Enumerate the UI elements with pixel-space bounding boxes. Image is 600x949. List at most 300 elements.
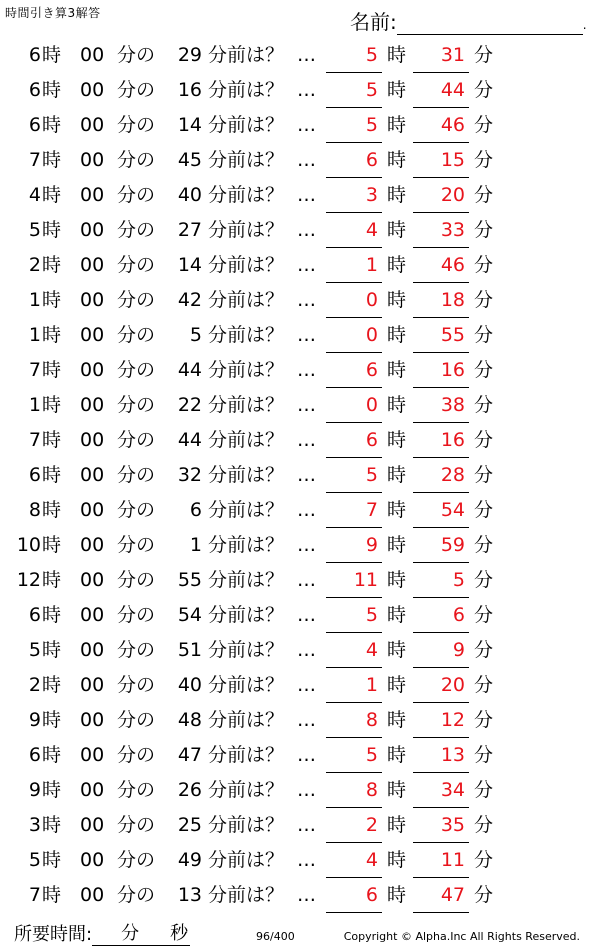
problem-subtract-min: 45 — [177, 149, 202, 171]
answer-minute: 54 — [440, 499, 465, 521]
hour-label: 時 — [42, 744, 62, 766]
answer-hour-label: 時 — [387, 324, 407, 346]
ellipsis: … — [297, 534, 316, 556]
answer-hour: 6 — [365, 149, 378, 171]
problem-row — [0, 843, 600, 878]
minute-no-label: 分の — [117, 219, 156, 241]
mae-wa-label: 分前は？ — [208, 569, 285, 591]
problem-start-minute: 00 — [80, 814, 105, 836]
problem-start-minute: 00 — [80, 114, 105, 136]
problem-start-minute: 00 — [80, 44, 105, 66]
answer-minute-label: 分 — [474, 184, 494, 206]
mae-wa-label: 分前は？ — [208, 779, 285, 801]
answer-minute-label: 分 — [474, 639, 494, 661]
answer-minute: 16 — [440, 429, 465, 451]
problem-row — [0, 703, 600, 738]
name-dot: . — [582, 18, 587, 32]
problem-start-hour: 4 — [28, 184, 41, 206]
minute-no-label: 分の — [117, 324, 156, 346]
problem-start-hour: 7 — [28, 359, 41, 381]
hour-label: 時 — [42, 394, 62, 416]
answer-hour: 1 — [365, 254, 378, 276]
problem-subtract-min: 40 — [177, 674, 202, 696]
answer-minute-label: 分 — [474, 44, 494, 66]
minute-no-label: 分の — [117, 849, 156, 871]
problem-row — [0, 73, 600, 108]
problem-start-hour: 5 — [28, 849, 41, 871]
answer-minute-label: 分 — [474, 289, 494, 311]
minute-no-label: 分の — [117, 534, 156, 556]
problem-start-minute: 00 — [80, 674, 105, 696]
problem-subtract-min: 14 — [177, 254, 202, 276]
ellipsis: … — [297, 254, 316, 276]
ellipsis: … — [297, 464, 316, 486]
ellipsis: … — [297, 604, 316, 626]
problem-start-minute: 00 — [80, 464, 105, 486]
answer-hour: 6 — [365, 359, 378, 381]
problem-start-hour: 5 — [28, 639, 41, 661]
hour-label: 時 — [42, 219, 62, 241]
problem-row — [0, 178, 600, 213]
problem-row — [0, 668, 600, 703]
answer-hour: 4 — [365, 849, 378, 871]
name-label: 名前: — [350, 10, 397, 34]
time-taken-field — [14, 920, 190, 946]
problem-start-minute: 00 — [80, 184, 105, 206]
problem-start-hour: 1 — [28, 394, 41, 416]
answer-minute: 18 — [440, 289, 465, 311]
answer-hour: 1 — [365, 674, 378, 696]
problem-start-minute: 00 — [80, 254, 105, 276]
answer-hour: 5 — [365, 79, 378, 101]
hour-label: 時 — [42, 534, 62, 556]
problem-start-minute: 00 — [80, 744, 105, 766]
mae-wa-label: 分前は？ — [208, 184, 285, 206]
answer-minute-label: 分 — [474, 709, 494, 731]
problem-subtract-min: 32 — [177, 464, 202, 486]
answer-hour: 5 — [365, 744, 378, 766]
minute-no-label: 分の — [117, 464, 156, 486]
problem-start-minute: 00 — [80, 534, 105, 556]
answer-hour: 7 — [365, 499, 378, 521]
problem-start-hour: 1 — [28, 289, 41, 311]
problem-start-minute: 00 — [80, 709, 105, 731]
problem-subtract-min: 1 — [189, 534, 202, 556]
ellipsis: … — [297, 149, 316, 171]
hour-label: 時 — [42, 429, 62, 451]
problem-subtract-min: 44 — [177, 359, 202, 381]
answer-minute: 6 — [452, 604, 465, 626]
problem-subtract-min: 44 — [177, 429, 202, 451]
ellipsis: … — [297, 499, 316, 521]
answer-hour-label: 時 — [387, 499, 407, 521]
problem-start-hour: 9 — [28, 779, 41, 801]
answer-minute-label: 分 — [474, 464, 494, 486]
answer-hour-label: 時 — [387, 814, 407, 836]
problem-start-hour: 6 — [28, 79, 41, 101]
answer-minute-label: 分 — [474, 849, 494, 871]
answer-minute: 20 — [440, 184, 465, 206]
hour-label: 時 — [42, 639, 62, 661]
problem-row — [0, 423, 600, 458]
problem-row — [0, 353, 600, 388]
answer-hour-label: 時 — [387, 849, 407, 871]
answer-hour: 0 — [365, 289, 378, 311]
problem-subtract-min: 14 — [177, 114, 202, 136]
answer-hour-label: 時 — [387, 44, 407, 66]
minute-no-label: 分の — [117, 394, 156, 416]
problem-subtract-min: 29 — [177, 44, 202, 66]
minute-no-label: 分の — [117, 359, 156, 381]
problem-row — [0, 563, 600, 598]
answer-minute: 46 — [440, 114, 465, 136]
problem-start-hour: 5 — [28, 219, 41, 241]
answer-hour: 8 — [365, 779, 378, 801]
answer-minute-label: 分 — [474, 114, 494, 136]
problem-subtract-min: 26 — [177, 779, 202, 801]
ellipsis: … — [297, 709, 316, 731]
hour-label: 時 — [42, 814, 62, 836]
problem-start-minute: 00 — [80, 79, 105, 101]
mae-wa-label: 分前は？ — [208, 254, 285, 276]
problem-start-hour: 7 — [28, 429, 41, 451]
minute-no-label: 分の — [117, 569, 156, 591]
answer-minute-label: 分 — [474, 219, 494, 241]
name-field — [350, 6, 587, 35]
time-taken-blank — [92, 923, 190, 946]
problem-start-minute: 00 — [80, 394, 105, 416]
mae-wa-label: 分前は？ — [208, 849, 285, 871]
problem-subtract-min: 40 — [177, 184, 202, 206]
problem-subtract-min: 27 — [177, 219, 202, 241]
answer-hour: 8 — [365, 709, 378, 731]
problem-subtract-min: 13 — [177, 884, 202, 906]
problem-start-minute: 00 — [80, 884, 105, 906]
problem-row — [0, 773, 600, 808]
answer-minute-label: 分 — [474, 324, 494, 346]
answer-minute-label: 分 — [474, 884, 494, 906]
problem-row — [0, 388, 600, 423]
answer-minute: 11 — [440, 849, 465, 871]
problem-subtract-min: 48 — [177, 709, 202, 731]
problem-subtract-min: 5 — [189, 324, 202, 346]
worksheet-title: 時間引き算3解答 — [5, 6, 101, 20]
minute-no-label: 分の — [117, 709, 156, 731]
hour-label: 時 — [42, 569, 62, 591]
answer-hour: 6 — [365, 884, 378, 906]
problem-start-hour: 6 — [28, 744, 41, 766]
hour-label: 時 — [42, 779, 62, 801]
answer-hour-label: 時 — [387, 394, 407, 416]
answer-minute: 5 — [452, 569, 465, 591]
minute-no-label: 分の — [117, 44, 156, 66]
problem-row — [0, 528, 600, 563]
answer-minute-label: 分 — [474, 429, 494, 451]
answer-hour-label: 時 — [387, 289, 407, 311]
answer-hour: 11 — [353, 569, 378, 591]
mae-wa-label: 分前は？ — [208, 709, 285, 731]
page-number: 96/400 — [256, 930, 295, 943]
problem-start-hour: 7 — [28, 884, 41, 906]
answer-hour-label: 時 — [387, 744, 407, 766]
hour-label: 時 — [42, 674, 62, 696]
answer-minute-label: 分 — [474, 254, 494, 276]
minute-no-label: 分の — [117, 884, 156, 906]
ellipsis: … — [297, 569, 316, 591]
answer-minute: 15 — [440, 149, 465, 171]
problem-row — [0, 493, 600, 528]
problem-subtract-min: 6 — [189, 499, 202, 521]
mae-wa-label: 分前は？ — [208, 79, 285, 101]
problem-subtract-min: 16 — [177, 79, 202, 101]
ellipsis: … — [297, 184, 316, 206]
answer-minute: 59 — [440, 534, 465, 556]
problem-start-hour: 1 — [28, 324, 41, 346]
mae-wa-label: 分前は？ — [208, 814, 285, 836]
minute-no-label: 分の — [117, 184, 156, 206]
problem-start-hour: 2 — [28, 254, 41, 276]
minute-no-label: 分の — [117, 114, 156, 136]
ellipsis: … — [297, 324, 316, 346]
hour-label: 時 — [42, 499, 62, 521]
answer-minute-label: 分 — [474, 779, 494, 801]
problem-start-minute: 00 — [80, 499, 105, 521]
problem-start-minute: 00 — [80, 289, 105, 311]
ellipsis: … — [297, 849, 316, 871]
mae-wa-label: 分前は？ — [208, 674, 285, 696]
problem-row — [0, 213, 600, 248]
time-minutes-unit: 分 — [121, 923, 140, 944]
answer-hour-label: 時 — [387, 674, 407, 696]
problem-start-hour: 6 — [28, 604, 41, 626]
time-taken-label: 所要時間: — [14, 924, 93, 945]
answer-minute: 35 — [440, 814, 465, 836]
hour-label: 時 — [42, 44, 62, 66]
problem-start-minute: 00 — [80, 324, 105, 346]
hour-label: 時 — [42, 709, 62, 731]
ellipsis: … — [297, 429, 316, 451]
problem-subtract-min: 47 — [177, 744, 202, 766]
answer-minute: 20 — [440, 674, 465, 696]
minute-no-label: 分の — [117, 604, 156, 626]
problem-row — [0, 458, 600, 493]
problem-row — [0, 143, 600, 178]
minute-no-label: 分の — [117, 674, 156, 696]
problem-subtract-min: 54 — [177, 604, 202, 626]
hour-label: 時 — [42, 254, 62, 276]
answer-minute: 47 — [440, 884, 465, 906]
mae-wa-label: 分前は？ — [208, 114, 285, 136]
answer-minute: 9 — [452, 639, 465, 661]
problem-start-minute: 00 — [80, 219, 105, 241]
answer-hour-label: 時 — [387, 184, 407, 206]
ellipsis: … — [297, 674, 316, 696]
answer-hour-label: 時 — [387, 219, 407, 241]
answer-hour: 2 — [365, 814, 378, 836]
problem-subtract-min: 55 — [177, 569, 202, 591]
mae-wa-label: 分前は？ — [208, 534, 285, 556]
answer-minute-label: 分 — [474, 534, 494, 556]
answer-hour-label: 時 — [387, 429, 407, 451]
answer-minute: 31 — [440, 44, 465, 66]
ellipsis: … — [297, 359, 316, 381]
problem-row — [0, 318, 600, 353]
minute-no-label: 分の — [117, 79, 156, 101]
answer-minute-label: 分 — [474, 499, 494, 521]
mae-wa-label: 分前は？ — [208, 359, 285, 381]
answer-hour-label: 時 — [387, 79, 407, 101]
problem-subtract-min: 25 — [177, 814, 202, 836]
problem-start-minute: 00 — [80, 849, 105, 871]
answer-hour: 0 — [365, 394, 378, 416]
answer-minute-label: 分 — [474, 359, 494, 381]
mae-wa-label: 分前は？ — [208, 464, 285, 486]
answer-hour-label: 時 — [387, 884, 407, 906]
mae-wa-label: 分前は？ — [208, 639, 285, 661]
answer-hour: 4 — [365, 219, 378, 241]
answer-minute: 16 — [440, 359, 465, 381]
problem-start-hour: 8 — [28, 499, 41, 521]
minute-no-label: 分の — [117, 639, 156, 661]
answer-hour-label: 時 — [387, 254, 407, 276]
problem-start-hour: 2 — [28, 674, 41, 696]
time-seconds-unit: 秒 — [170, 923, 189, 944]
problem-start-hour: 12 — [16, 569, 41, 591]
problem-start-hour: 10 — [16, 534, 41, 556]
hour-label: 時 — [42, 324, 62, 346]
hour-label: 時 — [42, 149, 62, 171]
problem-subtract-min: 51 — [177, 639, 202, 661]
mae-wa-label: 分前は？ — [208, 744, 285, 766]
problem-start-minute: 00 — [80, 604, 105, 626]
problem-start-hour: 9 — [28, 709, 41, 731]
problem-row — [0, 878, 600, 913]
answer-hour-label: 時 — [387, 639, 407, 661]
mae-wa-label: 分前は？ — [208, 44, 285, 66]
answer-hour-label: 時 — [387, 149, 407, 171]
ellipsis: … — [297, 219, 316, 241]
answer-hour-label: 時 — [387, 464, 407, 486]
problem-row — [0, 808, 600, 843]
answer-hour-label: 時 — [387, 569, 407, 591]
ellipsis: … — [297, 394, 316, 416]
problem-row — [0, 108, 600, 143]
hour-label: 時 — [42, 464, 62, 486]
answer-hour: 5 — [365, 44, 378, 66]
mae-wa-label: 分前は？ — [208, 324, 285, 346]
ellipsis: … — [297, 744, 316, 766]
mae-wa-label: 分前は？ — [208, 149, 285, 171]
mae-wa-label: 分前は？ — [208, 394, 285, 416]
answer-minute-label: 分 — [474, 604, 494, 626]
hour-label: 時 — [42, 604, 62, 626]
answer-minute: 46 — [440, 254, 465, 276]
minute-no-label: 分の — [117, 254, 156, 276]
hour-label: 時 — [42, 184, 62, 206]
hour-label: 時 — [42, 849, 62, 871]
problem-start-hour: 7 — [28, 149, 41, 171]
answer-hour-label: 時 — [387, 359, 407, 381]
answer-hour-label: 時 — [387, 779, 407, 801]
answer-hour: 5 — [365, 114, 378, 136]
problem-subtract-min: 22 — [177, 394, 202, 416]
problem-start-minute: 00 — [80, 569, 105, 591]
ellipsis: … — [297, 814, 316, 836]
answer-minute-label: 分 — [474, 149, 494, 171]
mae-wa-label: 分前は？ — [208, 884, 285, 906]
hour-label: 時 — [42, 289, 62, 311]
minute-no-label: 分の — [117, 744, 156, 766]
minute-no-label: 分の — [117, 814, 156, 836]
hour-label: 時 — [42, 359, 62, 381]
problem-start-minute: 00 — [80, 639, 105, 661]
answer-hour: 4 — [365, 639, 378, 661]
answer-hour-label: 時 — [387, 709, 407, 731]
answer-hour: 5 — [365, 464, 378, 486]
problem-row — [0, 738, 600, 773]
answer-hour-label: 時 — [387, 114, 407, 136]
problem-subtract-min: 42 — [177, 289, 202, 311]
answer-hour: 6 — [365, 429, 378, 451]
mae-wa-label: 分前は？ — [208, 604, 285, 626]
ellipsis: … — [297, 289, 316, 311]
answer-hour: 9 — [365, 534, 378, 556]
answer-minute-label: 分 — [474, 569, 494, 591]
problem-start-hour: 6 — [28, 44, 41, 66]
answer-minute-label: 分 — [474, 79, 494, 101]
mae-wa-label: 分前は？ — [208, 219, 285, 241]
problem-row — [0, 633, 600, 668]
answer-minute: 44 — [440, 79, 465, 101]
answer-minute-label: 分 — [474, 394, 494, 416]
ellipsis: … — [297, 779, 316, 801]
answer-minute-line — [413, 912, 469, 913]
mae-wa-label: 分前は？ — [208, 289, 285, 311]
problem-start-hour: 6 — [28, 464, 41, 486]
problem-subtract-min: 49 — [177, 849, 202, 871]
mae-wa-label: 分前は？ — [208, 429, 285, 451]
answer-minute: 28 — [440, 464, 465, 486]
answer-minute: 33 — [440, 219, 465, 241]
answer-minute-label: 分 — [474, 814, 494, 836]
problem-row — [0, 283, 600, 318]
problem-start-hour: 6 — [28, 114, 41, 136]
ellipsis: … — [297, 114, 316, 136]
answer-hour: 0 — [365, 324, 378, 346]
answer-minute: 55 — [440, 324, 465, 346]
answer-hour: 3 — [365, 184, 378, 206]
minute-no-label: 分の — [117, 499, 156, 521]
hour-label: 時 — [42, 79, 62, 101]
problem-row — [0, 38, 600, 73]
problem-start-minute: 00 — [80, 779, 105, 801]
ellipsis: … — [297, 884, 316, 906]
problem-start-minute: 00 — [80, 359, 105, 381]
ellipsis: … — [297, 79, 316, 101]
problem-row — [0, 248, 600, 283]
minute-no-label: 分の — [117, 149, 156, 171]
answer-hour-line — [326, 912, 382, 913]
minute-no-label: 分の — [117, 429, 156, 451]
answer-hour-label: 時 — [387, 604, 407, 626]
answer-minute: 12 — [440, 709, 465, 731]
answer-hour: 5 — [365, 604, 378, 626]
problem-start-hour: 3 — [28, 814, 41, 836]
problem-start-minute: 00 — [80, 429, 105, 451]
answer-minute: 38 — [440, 394, 465, 416]
name-blank-line — [397, 13, 583, 35]
copyright-notice: Copyright © Alpha.Inc All Rights Reserved. — [343, 930, 580, 943]
